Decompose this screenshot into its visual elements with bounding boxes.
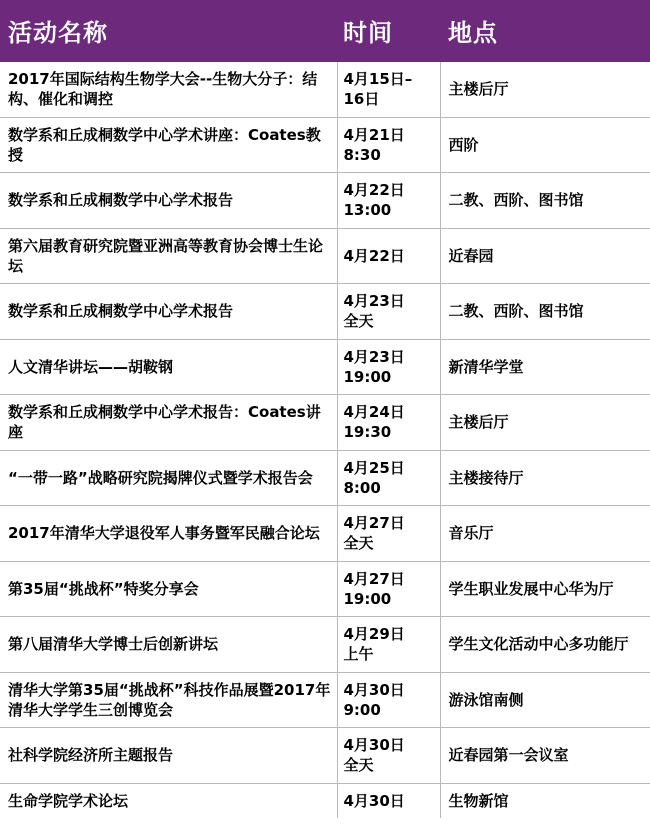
time-line-date: 4月23日 — [343, 292, 405, 310]
time-line-hour: 16日 — [343, 90, 380, 109]
cell-time — [337, 617, 440, 673]
cell-place: 游泳馆南侧 — [440, 672, 650, 728]
cell-activity-name: 第六届教育研究院暨亚洲高等教育协会博士生论坛 — [0, 228, 337, 284]
cell-activity-name: 数学系和丘成桐数学中心学术报告 — [0, 284, 337, 340]
time-line-hour: 8:30 — [343, 145, 381, 164]
time-line-date: 4月30日 — [343, 736, 405, 754]
time-line-hour: 上午 — [343, 645, 374, 664]
time-line-date: 4月15日– — [343, 70, 413, 88]
time-line-date: 4月25日 — [343, 458, 405, 477]
table-row — [0, 672, 650, 728]
table-row — [0, 450, 650, 506]
time-line-date: 4月30日 — [343, 791, 405, 810]
time-line-hour: 19:00 — [343, 589, 392, 608]
cell-time — [337, 395, 440, 451]
cell-activity-name: 数学系和丘成桐数学中心学术讲座：Coates教授 — [0, 117, 337, 173]
time-line-hour: 全天 — [343, 534, 374, 553]
cell-place: 学生职业发展中心华为厅 — [440, 561, 650, 617]
cell-activity-name: 社科学院经济所主题报告 — [0, 728, 337, 784]
table-row — [0, 339, 650, 395]
cell-time — [337, 284, 440, 340]
time-line-date: 4月22日 — [343, 181, 405, 199]
table-row — [0, 395, 650, 451]
time-line-hour: 全天 — [343, 312, 374, 331]
cell-place: 主楼后厅 — [440, 395, 650, 451]
cell-activity-name: 2017年清华大学退役军人事务暨军民融合论坛 — [0, 506, 337, 562]
time-line-hour: 13:00 — [343, 201, 392, 220]
cell-place: 主楼后厅 — [440, 62, 650, 117]
table-row — [0, 728, 650, 784]
cell-place: 近春园 — [440, 228, 650, 284]
cell-activity-name: “一带一路”战略研究院揭牌仪式暨学术报告会 — [0, 450, 337, 506]
time-line-date: 4月27日 — [343, 569, 405, 588]
cell-activity-name: 生命学院学术论坛 — [0, 783, 337, 818]
table-body — [0, 62, 650, 818]
column-header-time: 时间 — [337, 0, 440, 62]
time-line-hour: 9:00 — [343, 700, 381, 719]
column-header-activity-name: 活动名称 — [0, 0, 337, 62]
cell-place: 新清华学堂 — [440, 339, 650, 395]
cell-activity-name: 人文清华讲坛——胡鞍钢 — [0, 339, 337, 395]
time-line-date: 4月21日 — [343, 125, 405, 144]
cell-place: 学生文化活动中心多功能厅 — [440, 617, 650, 673]
cell-time — [337, 228, 440, 284]
time-line-hour: 19:30 — [343, 423, 392, 442]
cell-activity-name: 2017年国际结构生物学大会--生物大分子：结构、催化和调控 — [0, 62, 337, 117]
time-line-hour: 全天 — [343, 756, 374, 775]
cell-place: 二教、西阶、图书馆 — [440, 173, 650, 229]
table-header-row — [0, 0, 650, 62]
table-row — [0, 783, 650, 818]
cell-time — [337, 173, 440, 229]
cell-place: 生物新馆 — [448, 791, 509, 810]
cell-place: 西阶 — [440, 117, 650, 173]
time-line-date: 4月24日 — [343, 403, 405, 421]
table-header — [0, 0, 650, 62]
table-row — [0, 228, 650, 284]
time-line-date: 4月22日 — [343, 246, 405, 265]
time-line-date: 4月27日 — [343, 514, 405, 532]
cell-activity-name: 第八届清华大学博士后创新讲坛 — [0, 617, 337, 673]
cell-time — [337, 728, 440, 784]
cell-place: 主楼接待厅 — [440, 450, 650, 506]
cell-time — [337, 117, 440, 173]
time-line-date: 4月30日 — [343, 680, 405, 699]
table-row — [0, 561, 650, 617]
cell-activity-name: 数学系和丘成桐数学中心学术报告 — [0, 173, 337, 229]
table-row — [0, 617, 650, 673]
cell-place: 近春园第一会议室 — [440, 728, 650, 784]
column-header-place: 地点 — [440, 0, 650, 62]
cell-time — [337, 672, 440, 728]
cell-place: 二教、西阶、图书馆 — [440, 284, 650, 340]
cell-time — [337, 561, 440, 617]
cell-activity-name: 第35届“挑战杯”特奖分享会 — [0, 561, 337, 617]
table-row — [0, 506, 650, 562]
cell-time — [337, 450, 440, 506]
table-row — [0, 117, 650, 173]
time-line-hour: 8:00 — [343, 478, 381, 497]
cell-place: 音乐厅 — [440, 506, 650, 562]
time-line-date: 4月23日 — [343, 347, 405, 366]
time-line-date: 4月29日 — [343, 625, 405, 643]
table-row — [0, 284, 650, 340]
cell-time — [337, 783, 440, 818]
cell-time — [337, 506, 440, 562]
cell-time — [337, 62, 440, 117]
table-row — [0, 173, 650, 229]
cell-time — [337, 339, 440, 395]
time-line-hour: 19:00 — [343, 367, 392, 386]
cell-activity-name: 清华大学第35届“挑战杯”科技作品展暨2017年清华大学学生三创博览会 — [0, 672, 337, 728]
cell-activity-name: 数学系和丘成桐数学中心学术报告：Coates讲座 — [0, 395, 337, 451]
table-row — [0, 62, 650, 117]
